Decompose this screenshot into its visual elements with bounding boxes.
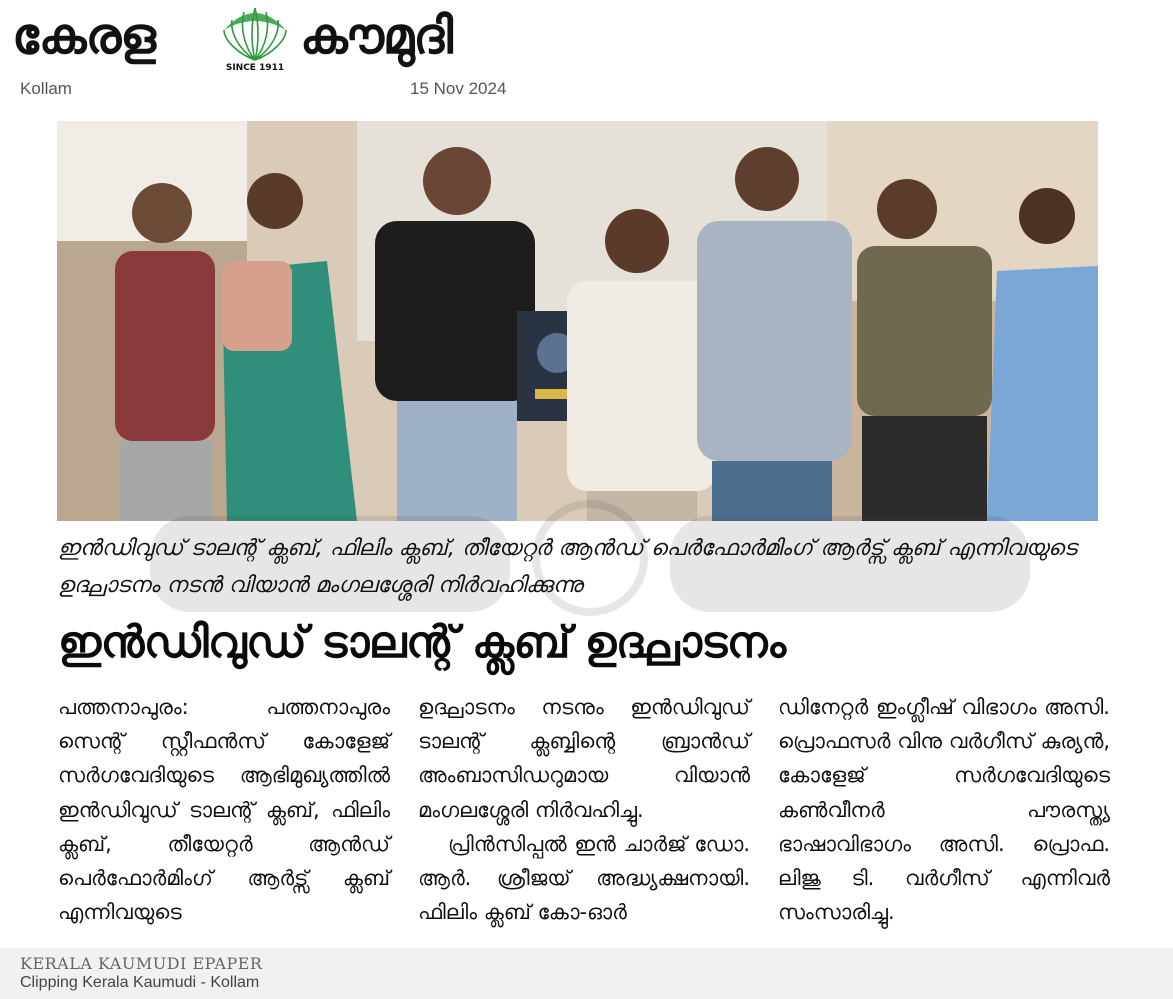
edition-label: Kollam (20, 79, 72, 98)
masthead (12, 2, 512, 78)
footer-subtitle: Clipping Kerala Kaumudi - Kollam (20, 974, 260, 991)
since-label: SINCE 1911 (225, 63, 285, 73)
article-paragraph: ഡിനേറ്റർ ഇംഗ്ലീഷ് വിഭാഗം അസി. പ്രൊഫസർ വിനു വർഗീസ് കുര്യൻ, കോളേജ് സർഗവേദിയുടെ കൺവീനർ പൗരസ്ത്യ ഭാഷാവിഭാഗം അസി. പ്രൊഫ. ലിജു ടി. വർഗീസ് എന്നിവർ സംസാരിച്ചു. (778, 695, 1110, 925)
photo-caption: ഇൻഡിവുഡ് ടാലന്റ് ക്ലബ്, ഫിലിം ക്ലബ്, തീയേറ്റർ ആൻഡ് പെർഫോർമിംഗ് ആർട്സ് ക്ലബ് എന്നിവയുടെ ഉദ്ഘാടനം നടൻ വിയാൻ മംഗലശ്ശേരി നിർവഹിക്കുന്നു (58, 536, 1077, 598)
masthead-name-left: കേരള (12, 7, 155, 65)
masthead-name-right: കൗമുദി (300, 7, 453, 65)
date-label: 15 Nov 2024 (410, 79, 507, 98)
footer-title: KERALA KAUMUDI EPAPER (20, 954, 263, 973)
article-column-2 (418, 690, 750, 929)
headline: ഇൻഡിവുഡ് ടാലന്റ് ക്ലബ് ഉദ്ഘാടനം (58, 617, 786, 668)
footer-bar (0, 948, 1173, 999)
article-paragraph: ഉദ്ഘാടനം നടനും ഇൻഡിവുഡ് ടാലന്റ് ക്ലബ്ബിന്റെ ബ്രാൻഡ് അംബാസിഡറുമായ വിയാൻ മംഗലശ്ശേരി നിർവഹിച്ചു. (418, 695, 750, 822)
news-photo (57, 121, 1098, 521)
article-column-3 (778, 690, 1110, 929)
article-paragraph: പത്തനാപുരം: പത്തനാപുരം സെന്റ് സ്റ്റീഫൻസ് കോളേജ് സർഗവേദിയുടെ ആഭിമുഖ്യത്തിൽ ഇൻഡിവുഡ് ടാലന്റ് ക്ലബ്, ഫിലിം ക്ലബ്, തീയേറ്റർ ആൻഡ് പെർഫോർമിംഗ് ആർട്സ് ക്ലബ് എന്നിവയുടെ (58, 695, 390, 925)
article-column-1 (58, 690, 390, 929)
article-paragraph: പ്രിൻസിപ്പൽ ഇൻ ചാർജ് ഡോ. ആർ. ശ്രീജയ് അദ്ധ്യക്ഷനായി. ഫിലിം ക്ലബ് കോ-ഓർ (418, 831, 750, 925)
